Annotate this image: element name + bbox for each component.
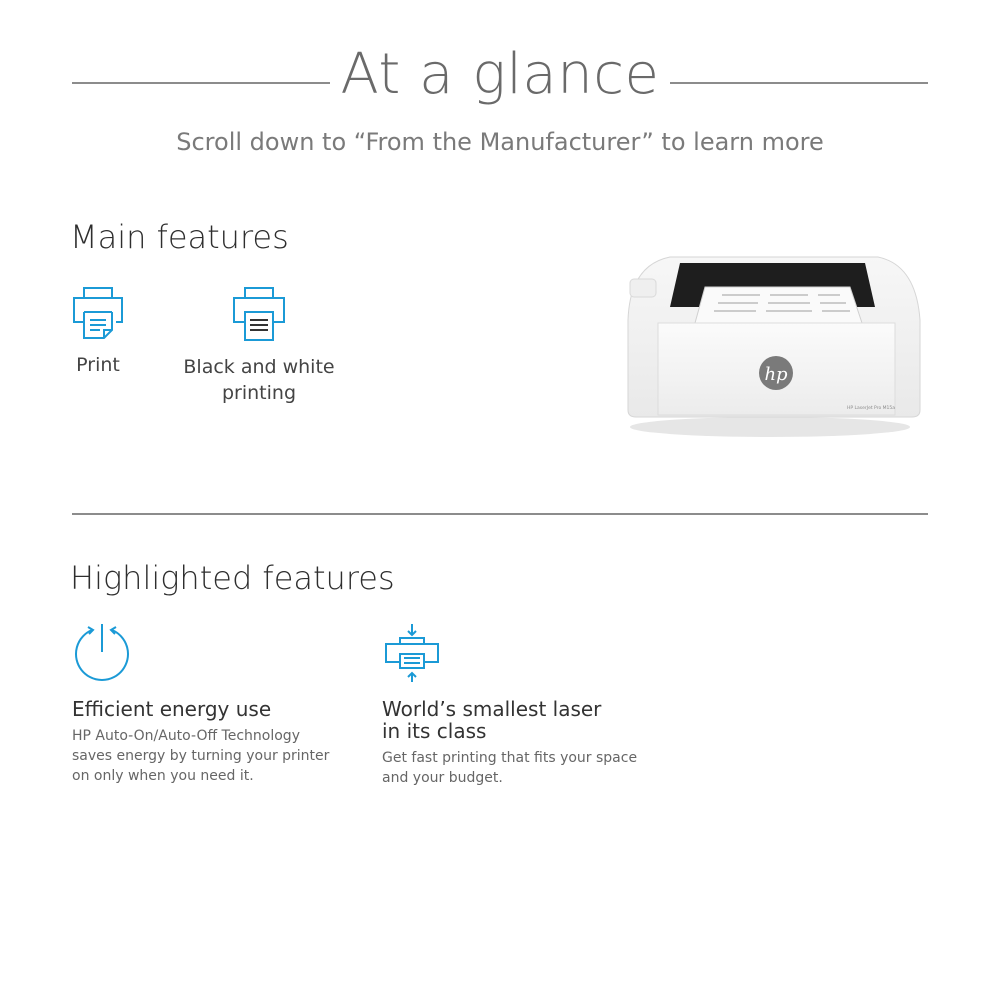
highlight-smallest-laser xyxy=(382,622,642,788)
power-icon xyxy=(72,622,132,684)
smallest-laser-desc-line2: and your budget. xyxy=(382,770,503,786)
printer-product-image xyxy=(610,235,930,450)
highlight-energy xyxy=(72,622,342,786)
print-label: Print xyxy=(76,354,120,376)
highlighted-features-heading: Highlighted features xyxy=(70,559,395,597)
smallest-laser-title-line1: World’s smallest laser xyxy=(382,697,602,721)
main-feature-print xyxy=(60,284,136,378)
print-icon xyxy=(70,284,126,340)
smallest-laser-title xyxy=(382,698,642,742)
hp-logo: hp xyxy=(764,364,788,385)
main-features-heading: Main features xyxy=(70,218,289,256)
printer-model-text: HP LaserJet Pro M15a xyxy=(847,406,895,411)
smallest-laser-description xyxy=(382,748,642,788)
main-feature-black-white xyxy=(180,284,338,406)
section-divider xyxy=(72,513,928,515)
black-white-label-line1: Black and white xyxy=(183,356,335,378)
compact-printer-icon xyxy=(382,622,442,684)
energy-description xyxy=(72,726,342,786)
black-white-printing-icon xyxy=(230,284,288,342)
page-subtitle: Scroll down to “From the Manufacturer” to learn more xyxy=(176,128,824,156)
energy-desc-line1: HP Auto-On/Auto-Off Technology xyxy=(72,728,300,744)
page-title: At a glance xyxy=(340,42,660,107)
smallest-laser-desc-line1: Get fast printing that fits your space xyxy=(382,750,638,766)
energy-desc-line3: on only when you need it. xyxy=(72,768,254,784)
energy-title: Efficient energy use xyxy=(72,697,272,721)
energy-desc-line2: saves energy by turning your printer xyxy=(72,748,330,764)
black-white-label-line2: printing xyxy=(221,382,297,404)
smallest-laser-title-line2: in its class xyxy=(382,719,487,743)
